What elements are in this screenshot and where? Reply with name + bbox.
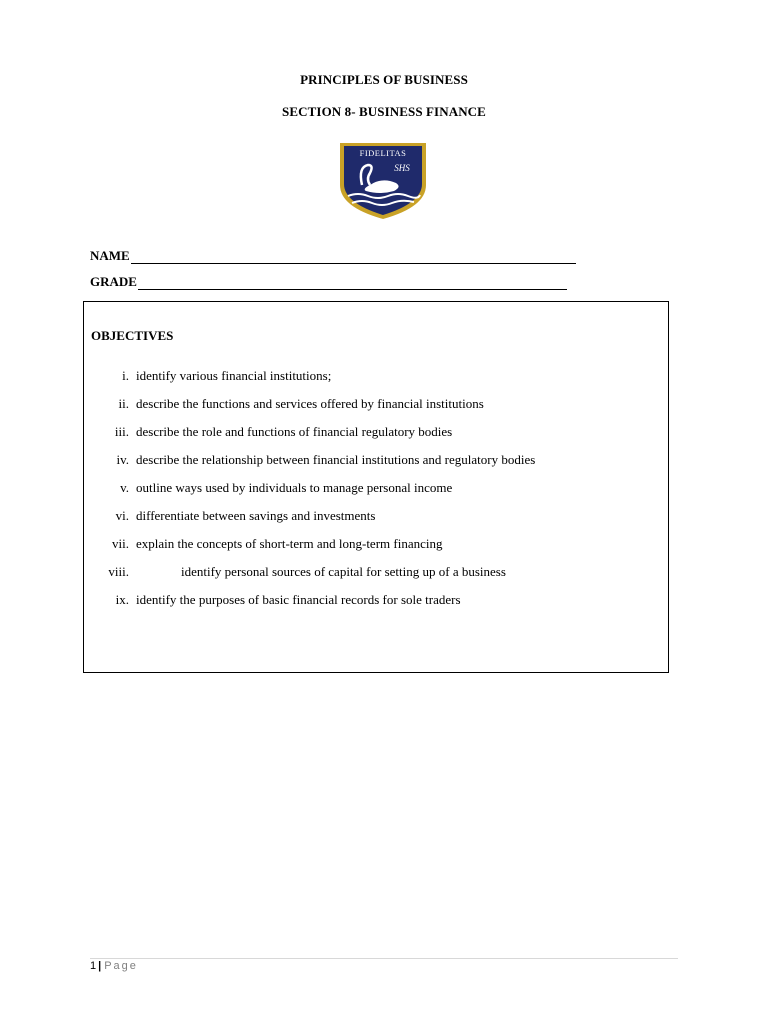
page-number: 1 bbox=[90, 960, 97, 972]
objective-text: outline ways used by individuals to manage personal income bbox=[136, 480, 453, 495]
svg-text:FIDELITAS: FIDELITAS bbox=[359, 148, 407, 158]
objective-number: ii. bbox=[118, 396, 129, 411]
objective-text: describe the relationship between financial institutions and regulatory bodies bbox=[136, 452, 536, 467]
grade-label: GRADE bbox=[90, 274, 137, 289]
page-footer bbox=[90, 960, 138, 972]
objective-number: i. bbox=[122, 368, 129, 383]
objective-number: viii. bbox=[108, 564, 129, 579]
svg-text:SHS: SHS bbox=[394, 163, 410, 173]
school-crest-logo bbox=[334, 141, 432, 221]
grade-field[interactable] bbox=[90, 274, 567, 290]
objective-text: explain the concepts of short-term and long-term financing bbox=[136, 536, 443, 551]
name-label: NAME bbox=[90, 248, 130, 263]
objectives-heading: OBJECTIVES bbox=[91, 328, 174, 343]
objective-number: vii. bbox=[112, 536, 129, 551]
footer-separator: | bbox=[98, 960, 102, 972]
name-field[interactable] bbox=[90, 248, 576, 264]
objective-text: identify personal sources of capital for setting up of a business bbox=[181, 564, 506, 579]
section-title: SECTION 8- BUSINESS FINANCE bbox=[282, 104, 486, 119]
objective-number: ix. bbox=[115, 592, 129, 607]
document-title: PRINCIPLES OF BUSINESS bbox=[300, 72, 468, 87]
objective-text: identify various financial institutions; bbox=[136, 368, 332, 383]
objectives-box bbox=[83, 301, 669, 673]
page-label: Page bbox=[104, 960, 138, 972]
objective-text: identify the purposes of basic financial records for sole traders bbox=[136, 592, 461, 607]
objective-text: describe the functions and services offered by financial institutions bbox=[136, 396, 484, 411]
objective-text: differentiate between savings and investments bbox=[136, 508, 376, 523]
objective-number: iii. bbox=[114, 424, 129, 439]
footer-divider bbox=[90, 958, 678, 959]
objective-number: vi. bbox=[115, 508, 129, 523]
grade-blank-line[interactable] bbox=[138, 278, 567, 290]
objective-number: v. bbox=[120, 480, 129, 495]
objective-text: describe the role and functions of financial regulatory bodies bbox=[136, 424, 453, 439]
name-blank-line[interactable] bbox=[131, 252, 576, 264]
objective-number: iv. bbox=[116, 452, 129, 467]
